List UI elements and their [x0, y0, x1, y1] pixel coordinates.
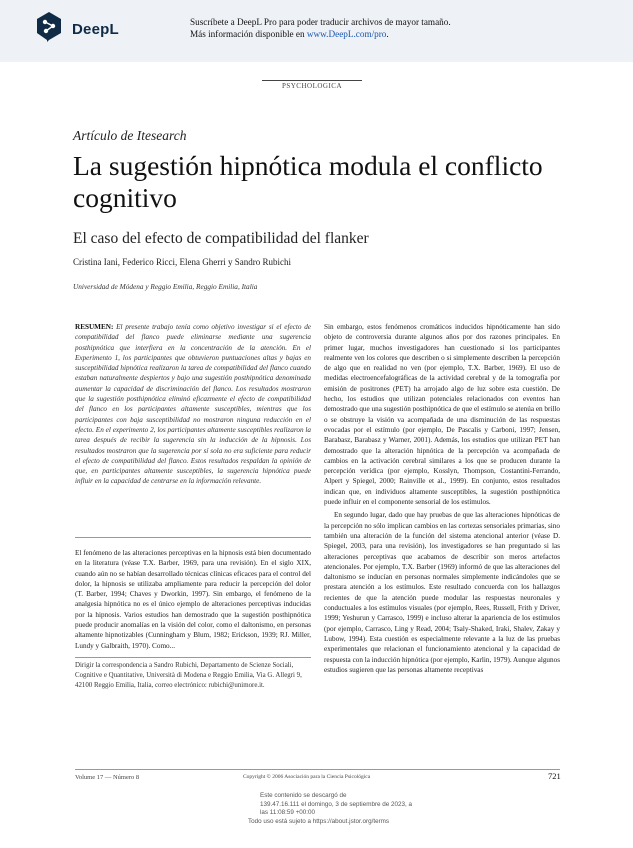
correspondence-note: Dirigir la correspondencia a Sandro Rubichi, Departamento de Scienze Sociali, Cognitive e Quantitative, Università di Modena e Reggio Emilia, Via G. Allegri 9, 42100 Reggio Emilia, Italia, correo electrónico: rubichi@unimore.it. — [75, 662, 302, 689]
right-paragraph-2: En segundo lugar, dado que hay pruebas de que las alteraciones hipnóticas de la percepción no sólo implican cambios en las cortezas sensoriales primarias, sino también una alteración de la función del sistema atencional anterior (véase D. Spiegel, 2003, para una revisión), los investigadores se han preguntado si las alteraciones perceptivas que acabamos de describir son meros artefactos atencionales. Por ejemplo, T.X. Barber (1969) informó de que las alteraciones del daltonismo se inducían en personas normales simplemente indicándoles que se prestara atención a los estímulos. Este resultado concuerda con los hallazgos recientes de que la atención puede modular las respuestas neuronales y conductuales a los estímulos visuales (por ejemplo, Rees, Russell, Frith y Driver, 1999; Yeshurun y Carrasco, 1999) e incluso alterar la apariencia de los estímulos (por ejemplo, Carrasco, Ling y Read, 2004; Tsaly-Shaked, Iraki, Shalev, Zakay y Lubow, 1994). Esta cuestión es especialmente relevante a la luz de las pruebas experimentales que relacionan el funcionamiento atencional y la capacidad de respuesta con la inducción hipnótica (por ejemplo, Karlin, 1979). Aunque algunos estudios sugieren que las personas altamente receptivas — [324, 511, 560, 674]
footnote-divider — [75, 657, 311, 658]
article-subtitle: El caso del efecto de compatibilidad del flanker — [73, 230, 369, 247]
right-column — [324, 322, 560, 675]
banner-line-2-suffix: . — [386, 29, 389, 39]
deepl-pro-link[interactable]: www.DeepL.com/pro — [306, 29, 387, 39]
download-note-line-4[interactable]: Todo uso está sujeto a https://about.jstor.org/terms — [248, 817, 390, 825]
abstract-label: RESUMEN: — [75, 323, 114, 331]
abstract — [75, 322, 311, 487]
download-note-line-3: las 11:08:59 +00:00 — [260, 809, 316, 817]
abstract-divider — [75, 537, 311, 538]
translation-banner — [0, 0, 633, 62]
banner-line-2 — [190, 28, 451, 40]
download-note-line-1: Este contenido se descargó de — [260, 792, 347, 799]
authors: Cristina Iani, Federico Ricci, Elena Gherri y Sandro Rubichi — [73, 257, 291, 267]
affiliation: Universidad de Módena y Reggio Emilia, Reggio Emilia, Italia — [73, 282, 258, 291]
right-paragraph-1: Sin embargo, estos fenómenos cromáticos inducidos hipnóticamente han sido objeto de controversia durante algunos años por dos razones principales. En primer lugar, muchos investigadores han cuestionado si los participantes realmente ven los colores que describen o si simplemente describen la percepción de algo que en realidad no ven (por ejemplo, T.X. Barber, 1969). El uso de medidas electroencefalográficas de la actividad cerebral y de la tomografía por emisión de positrones (PET) ha arrojado algo de luz sobre esta cuestión. De hecho, los estudios que utilizan potenciales relacionados con eventos han demostrado que una sugestión posthipnótica de que el estímulo se atenúa en brillo o se obstruye la visión va acompañada de una disminución de las respuestas evocadas por el estímulo (por ejemplo, De Pascalis y Carboni, 1997; Jensen, Barabasz, Barabasz y Warner, 2001). Además, los estudios que utilizan PET han demostrado que la alteración hipnótica de la percepción va acompañada de cambios en la activación cerebral similares a los que se producen durante la percepción verídica (por ejemplo, Kosslyn, Thompson, Costantini-Ferrando, Alpert y Spiegel, 2000; Rainville et al., 1999). En conjunto, estos resultados indican que, en individuos altamente susceptibles, la sugestión posthipnótica puede influir en el componente sensorial de los estímulos. — [324, 323, 560, 507]
footer-divider — [75, 769, 560, 770]
footer-copyright: Copyright © 2006 Asociación para la Ciencia Psicológica — [243, 774, 371, 780]
article-title: La sugestión hipnótica modula el conflicto cognitivo — [73, 150, 543, 213]
download-note — [248, 792, 528, 826]
deepl-brand-name[interactable]: DeepL — [72, 21, 119, 38]
page-number: 721 — [548, 771, 561, 781]
banner-line-2-prefix: Más información disponible en — [190, 29, 307, 39]
intro-paragraph: El fenómeno de las alteraciones perceptivas en la hipnosis está bien documentado en la literatura (véase T.X. Barber, 1969, para una revisión). En el siglo XIX, cuando aún no se habían desarrollado técnicas clínicas eficaces para el control del dolor, la hipnosis se utilizaba ampliamente para reducir la percepción del dolor (T. Barber, 1994; Chaves y Dworkin, 1997). Sin embargo, el fenómeno de la analgesia hipnótica no es el único ejemplo de alteraciones perceptivas inducidas por la hipnosis. Varios estudios han demostrado que la sugestión posthipnótica puede producir anomalías en la visión del color, como el daltonismo, en personas altamente hipnotizables (Cunningham y Blum, 1982; Erickson, 1939; RJ. Miller, Lundy y Galbraith, 1970). Como... — [75, 549, 311, 650]
article-type: Artículo de Itesearch — [73, 128, 187, 143]
journal-kicker: PSYCHOLOGICA — [262, 80, 362, 90]
banner-line-1: Suscríbete a DeepL Pro para poder traducir archivos de mayor tamaño. — [190, 17, 451, 27]
banner-message — [190, 16, 451, 40]
download-note-line-2: 139.47.16.111 el domingo, 3 de septiembre de 2023, a — [260, 800, 413, 808]
deepl-logo-icon[interactable] — [35, 11, 63, 43]
footer-volume: Volume 17 — Número 8 — [75, 774, 140, 781]
abstract-text: El presente trabajo tenía como objetivo investigar si el efecto de compatibilidad del flanco puede eliminarse mediante una sugerencia posthipnótica que interfiera en la concentración de la atención. En el Experimento 1, los participantes que obtuvieron puntuaciones altas y bajas en susceptibilidad hipnótica realizaron la tarea de compatibilidad del flanco cuando estaban naturalmente despiertos y bajo una sugestión posthipnótica denominada aumentar la capacidad de discriminación del flanco. Los resultados mostraron que la sugestión posthipnótica eliminó eficazmente el efecto de compatibilidad del flanco en los participantes altamente susceptibles, mientras que los participantes con baja susceptibilidad no mostraron ninguna reducción en el efecto. En el experimento 2, los participantes altamente susceptibles realizaron la tarea después de recibir la sugerencia sin la inducción de la hipnosis. Los resultados mostraron que la sugerencia por sí sola no era suficiente para reducir el efecto de compatibilidad del flanco. Estos resultados respaldan la opinión de que, en participantes altamente susceptibles, la sugerencia hipnótica puede influir en la capacidad de centrarse en la información relevante. — [75, 323, 311, 486]
